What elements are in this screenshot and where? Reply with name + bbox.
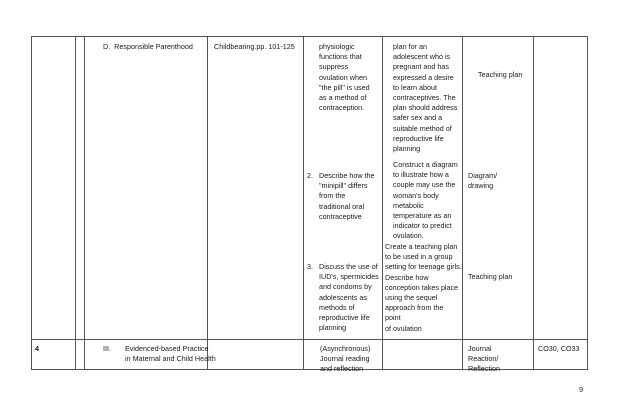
objective-journal: (Asynchronous) Journal reading and reflection	[320, 344, 371, 374]
column-border	[84, 36, 85, 370]
objective-iud: Discuss the use of IUD's, spermicides and condoms by adolescents as methods of reproductive life planning	[319, 262, 379, 333]
objective-number: 3.	[307, 262, 313, 271]
evaluation-diagram: Diagram/ drawing	[468, 171, 498, 191]
objective-minipill: Describe how the "minipill" differs from the traditional oral contraceptive	[319, 171, 375, 221]
week-number: 4	[35, 344, 39, 353]
row-divider	[31, 339, 587, 340]
column-border	[533, 36, 534, 370]
course-outcomes: CO30, CO33	[538, 344, 580, 353]
reference-cell: Childbearing.pp. 101-125	[214, 42, 295, 51]
activity-diagram: Construct a diagram to illustrate how a couple may use the woman's body metabolic temperature as an indicator to predict ovulation.	[393, 160, 458, 241]
column-border	[207, 36, 208, 370]
column-border	[303, 36, 304, 370]
topic-cell: D. Responsible Parenthood	[103, 42, 193, 51]
objective-number: 2.	[307, 171, 313, 180]
column-border	[587, 36, 588, 370]
table-bottom-border	[31, 369, 587, 370]
table-top-border	[31, 36, 587, 37]
column-border	[462, 36, 463, 370]
evaluation-journal: Journal Reaction/ Reflection	[468, 344, 500, 374]
evaluation-teaching-plan: Teaching plan	[468, 272, 513, 281]
activity-continued: plan for an adolescent who is pregnant and has expressed a desire to learn about contraceptives. The plan should address safer sex and a suitable method of reproductive life planning	[393, 42, 458, 154]
topic-roman-numeral: III.	[103, 344, 111, 353]
activity-teaching-plan: Create a teaching plan to be used in a group setting for teenage girls. Describe how conception takes place using the sequel approach from the point of ovulation	[385, 242, 462, 333]
objective-continued: physiologic functions that suppress ovulation when "the pill" is used as a method of contraception.	[319, 42, 370, 113]
column-border	[382, 36, 383, 370]
column-border	[31, 36, 32, 370]
column-border	[75, 36, 76, 370]
page-number: 9	[579, 385, 584, 394]
evaluation-teaching-plan: Teaching plan	[478, 70, 523, 79]
topic-cell: Evidenced-based Practice in Maternal and Child Health	[125, 344, 216, 364]
